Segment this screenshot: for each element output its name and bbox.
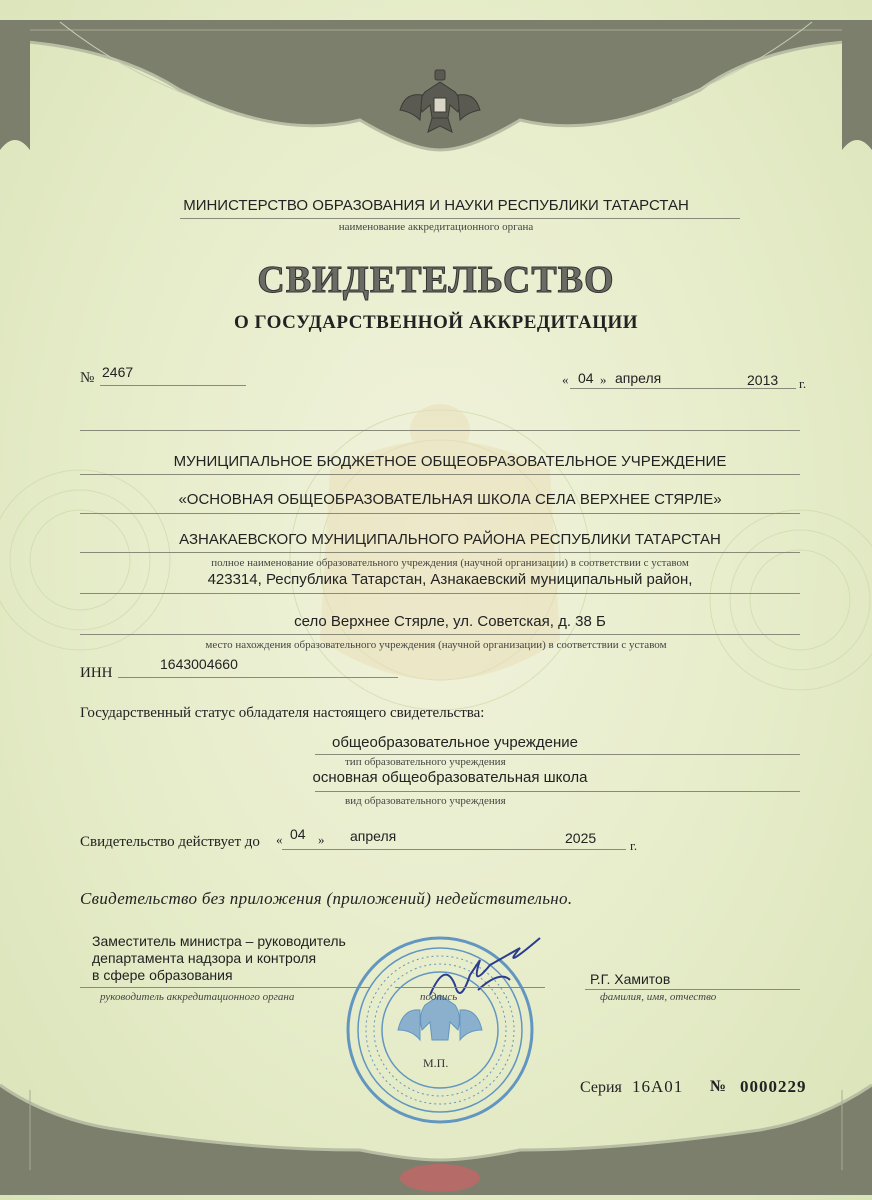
stamp-seal — [348, 938, 532, 1122]
signature-caption: подпись — [420, 991, 458, 1003]
signer-position-line-1: Заместитель министра – руководитель — [92, 933, 346, 949]
org-name-line-3: АЗНАКАЕВСКОГО МУНИЦИПАЛЬНОГО РАЙОНА РЕСПУБЛИКИ ТАТАРСТАН — [179, 531, 721, 548]
ministry-underline — [180, 218, 740, 219]
org-name-line-2: «ОСНОВНАЯ ОБЩЕОБРАЗОВАТЕЛЬНАЯ ШКОЛА СЕЛА ВЕРХНЕЕ СТЯРЛЕ» — [178, 491, 722, 508]
valid-label: Свидетельство действует до — [80, 834, 260, 850]
issue-year: 2013 — [747, 372, 779, 388]
address-caption: место нахождения образовательного учреждения (научной организации) в соответствии с уставом — [205, 639, 667, 651]
address-line-2: село Верхнее Стярле, ул. Советская, д. 38 Б — [294, 613, 606, 630]
series-label: Серия — [580, 1079, 622, 1096]
valid-quote-open: « — [276, 832, 283, 847]
series-value: 16А01 — [632, 1077, 684, 1096]
signer-underline — [80, 987, 370, 988]
inn-label: ИНН — [80, 665, 113, 681]
valid-year-suffix: г. — [630, 838, 638, 853]
org-underline-2 — [80, 513, 800, 514]
issue-month: апреля — [615, 370, 662, 386]
signature-underline — [395, 987, 545, 988]
inn-underline — [118, 677, 398, 678]
signer-name: Р.Г. Хамитов — [590, 971, 671, 987]
address-line-1: 423314, Республика Татарстан, Азнакаевский муниципальный район, — [207, 571, 693, 588]
number-sign: № — [80, 370, 95, 386]
org-caption: полное наименование образовательного учреждения (научной организации) в соответствии с уставом — [211, 557, 689, 569]
appendix-note: Свидетельство без приложения (приложений) недействительно. — [80, 889, 573, 908]
org-underline-3 — [80, 552, 800, 553]
address-underline-2 — [80, 634, 800, 635]
type-caption: тип образовательного учреждения — [345, 756, 506, 768]
kind-caption: вид образовательного учреждения — [345, 795, 506, 807]
address-underline-1 — [80, 593, 800, 594]
signer-caption: руководитель аккредитационного органа — [100, 991, 295, 1003]
institution-kind: основная общеобразовательная школа — [312, 769, 588, 786]
valid-quote-close: » — [318, 832, 325, 847]
issue-quote-open: « — [562, 372, 569, 387]
bottom-frame-band — [0, 1085, 872, 1195]
signer-position-line-3: в сфере образования — [92, 967, 233, 983]
certificate-number: 2467 — [102, 364, 134, 380]
issue-year-suffix: г. — [799, 376, 807, 391]
type-underline — [315, 754, 800, 755]
issue-quote-close: » — [600, 372, 607, 387]
seal-place-mark: М.П. — [423, 1056, 449, 1070]
ministry-caption: наименование аккредитационного органа — [338, 221, 534, 233]
serial-sign: № — [710, 1078, 727, 1095]
valid-month: апреля — [350, 828, 397, 844]
signer-name-caption: фамилия, имя, отчество — [600, 991, 717, 1003]
institution-type: общеобразовательное учреждение — [332, 734, 578, 751]
number-underline — [100, 385, 246, 386]
issue-day: 04 — [578, 370, 594, 386]
kind-underline — [315, 791, 800, 792]
ministry-name: МИНИСТЕРСТВО ОБРАЗОВАНИЯ И НАУКИ РЕСПУБЛИКИ ТАТАРСТАН — [183, 197, 689, 214]
signer-name-underline — [585, 989, 800, 990]
valid-year: 2025 — [565, 830, 597, 846]
inn-value: 1643004660 — [160, 656, 238, 672]
document-title: СВИДЕТЕЛЬСТВО — [257, 259, 615, 301]
org-name-line-1: МУНИЦИПАЛЬНОЕ БЮДЖЕТНОЕ ОБЩЕОБРАЗОВАТЕЛЬНОЕ УЧРЕЖДЕНИЕ — [173, 453, 727, 470]
org-underline-1 — [80, 474, 800, 475]
status-label: Государственный статус обладателя настоящего свидетельства: — [80, 705, 485, 721]
blank-rule — [80, 430, 800, 431]
issue-date-underline — [570, 388, 796, 389]
signer-position-line-2: департамента надзора и контроля — [92, 950, 317, 966]
valid-date-underline — [282, 849, 626, 850]
document-subtitle: О ГОСУДАРСТВЕННОЙ АККРЕДИТАЦИИ — [233, 312, 639, 333]
serial-number: 0000229 — [740, 1077, 807, 1096]
valid-day: 04 — [290, 826, 306, 842]
